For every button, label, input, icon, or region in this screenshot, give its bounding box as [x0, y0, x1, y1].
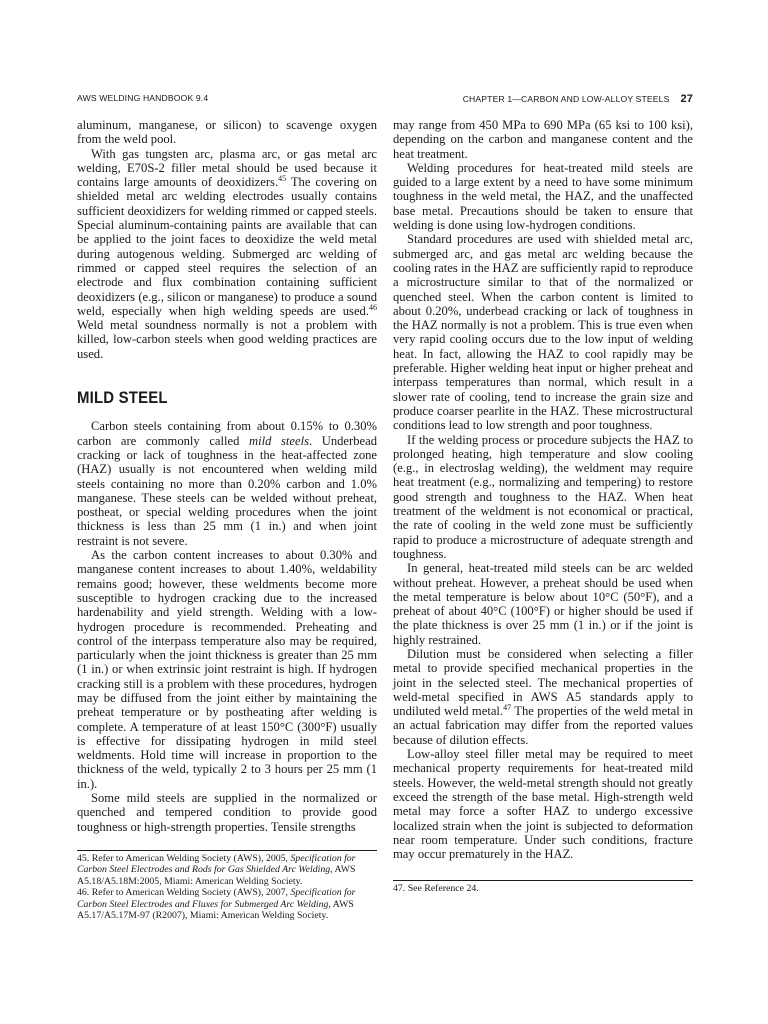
footnote-ref[interactable]: 46: [369, 302, 377, 312]
paragraph: Standard procedures are used with shielded metal arc, submerged arc, and gas metal arc welding because the cooling rates in the HAZ are sufficiently rapid to reproduce a microstructure similar to that of the normalized or quenched steel. When the carbon content is limited to about 0.20%, underbead cracking or lack of toughness in the HAZ normally is not a problem. This is true even when very rapid cooling occurs due to the low input of welding heat. In fact, allowing the HAZ to cool rapidly may be preferable. Higher welding heat input or higher preheat and interpass temperatures than normal, which result in a slower rate of cooling, tend to increase the grain size and produce coarser pearlite in the HAZ. These microstructural conditions lead to low strength and poor toughness.: [393, 232, 693, 433]
chapter-title: CHAPTER 1—CARBON AND LOW-ALLOY STEELS: [462, 94, 670, 104]
paragraph: Dilution must be considered when selecting a filler metal to provide specified mechanical properties in the joint in the selected steel. The mechanical properties of weld-metal specified in AWS A5 standards apply to undiluted weld metal.$^{47}$ The properties of the weld metal in an actual fabrication may differ from the reported values because of dilution effects.: [393, 646, 693, 747]
paragraph: In general, heat-treated mild steels can be arc welded without preheat. However, a preheat should be used when the metal temperature is below about 10°C (50°F), and a preheat of about 40°C (100°F) or higher should be used if the plate thickness is over 25 mm (1 in.) or if the joint is highly restrained.: [393, 561, 693, 647]
paragraph: As the carbon content increases to about 0.30% and manganese content increases to about 1.40%, weldability remains good; however, these weldments become more susceptible to hydrogen cracking due to the increased hardenability and yield strength. Welding with a low-hydrogen procedure is recommended. Preheating and control of the interpass temperature also may be required, particularly when the joint thickness is greater than 25 mm (1 in.) or when extrinsic joint restraint is high. If hydrogen cracking still is a problem with these procedures, hydrogen may be diffused from the joint either by maintaining the preheat temperature or by postheating after welding is complete. A temperature of at least 150°C (300°F) usually is effective for dissipating hydrogen in mild steel weldments. Hold time will increase in proportion to the thickness of the weld, typically 2 to 3 hours per 25 mm (1 in.).: [77, 548, 377, 791]
running-header-left: AWS WELDING HANDBOOK 9.4: [77, 93, 209, 103]
paragraph: Carbon steels containing from about 0.15% to 0.30% carbon are commonly called mild steels. Underbead cracking or lack of toughness in the heat-affected zone (HAZ) usually is not encountered when welding mild steels containing no more than 0.20% carbon and 1.0% manganese. These steels can be welded without preheat, postheat, or special welding procedures when the joint thickness is less than 25 mm (1 in.) and when joint restraint is not severe.: [77, 419, 377, 548]
paragraph: may range from 450 MPa to 690 MPa (65 ksi to 100 ksi), depending on the carbon and manganese content and the heat treatment.: [393, 118, 693, 161]
left-column: [77, 118, 377, 834]
footnote-ref[interactable]: 45: [278, 174, 287, 183]
footnotes-right: [393, 880, 693, 894]
footnote: 47. See Reference 24.: [393, 883, 479, 894]
paragraph: Some mild steels are supplied in the normalized or quenched and tempered condition to provide good toughness or high-strength properties. Tensile strengths: [77, 791, 377, 834]
page-number: 27: [680, 93, 693, 105]
paragraph: With gas tungsten arc, plasma arc, or gas metal arc welding, E70S-2 filler metal should be used because it contains large amounts of deoxidizers.$^{45}$ The covering on shielded metal arc welding electrodes usually contains sufficient deoxidizers for welding rimmed or capped steels. Special aluminum-containing paints are available that can be applied to the joint faces to deoxidize the weld metal during autogenous welding. Submerged arc welding of rimmed or capped steel requires the selection of an electrode and flux combination containing sufficient deoxidizers (e.g., silicon or manganese) to produce a sound weld, especially when high welding speeds are used.$^{46}$ Weld metal soundness normally is not a problem with killed, low-carbon steels when good welding practices are used.: [77, 146, 378, 361]
footnotes-left: [77, 850, 377, 921]
section-heading: MILD STEEL: [77, 388, 168, 408]
footnote-ref[interactable]: 47: [503, 702, 512, 712]
paragraph: aluminum, manganese, or silicon) to scavenge oxygen from the weld pool.: [77, 118, 377, 147]
right-column: [393, 118, 693, 861]
paragraph: Low-alloy steel filler metal may be required to meet mechanical property requirements for heat-treated mild steels. However, the weld-metal strength should not greatly exceed the strength of the base metal. High-strength weld metal may force a softer HAZ to undergo excessive localized strain when the joint is subjected to deformation near room temperature. Under such conditions, fracture may occur prematurely in the HAZ.: [393, 747, 693, 862]
paragraph: Welding procedures for heat-treated mild steels are guided to a large extent by a need to have some minimum toughness in the weld metal, the HAZ, and the unaffected base metal. Precautions should be taken to ensure that welding is done using low-hydrogen conditions.: [393, 160, 693, 233]
footnote: 46. Refer to American Welding Society (AWS), 2007, Specification for Carbon Steel Electrodes and Fluxes for Submerged Arc Welding, AWS A5.17/A5.17M-97 (R2007), Miami: American Welding Society.: [77, 887, 356, 922]
footnote: 45. Refer to American Welding Society (AWS), 2005, Specification for Carbon Steel Electrodes and Rods for Gas Shielded Arc Welding, AWS A5.18/A5.18M:2005, Miami: American Welding Society.: [77, 853, 356, 887]
paragraph: If the welding process or procedure subjects the HAZ to prolonged heating, high temperature and slow cooling (e.g., in electroslag welding), the weldment may require heat treatment (e.g., normalizing and tempering) to restore good strength and toughness to the HAZ. When heat treatment of the weldment is not economical or practical, the rate of cooling in the weld zone must be sufficiently rapid to produce a microstructure of adequate strength and toughness.: [393, 432, 693, 561]
running-header-right: [463, 93, 693, 105]
